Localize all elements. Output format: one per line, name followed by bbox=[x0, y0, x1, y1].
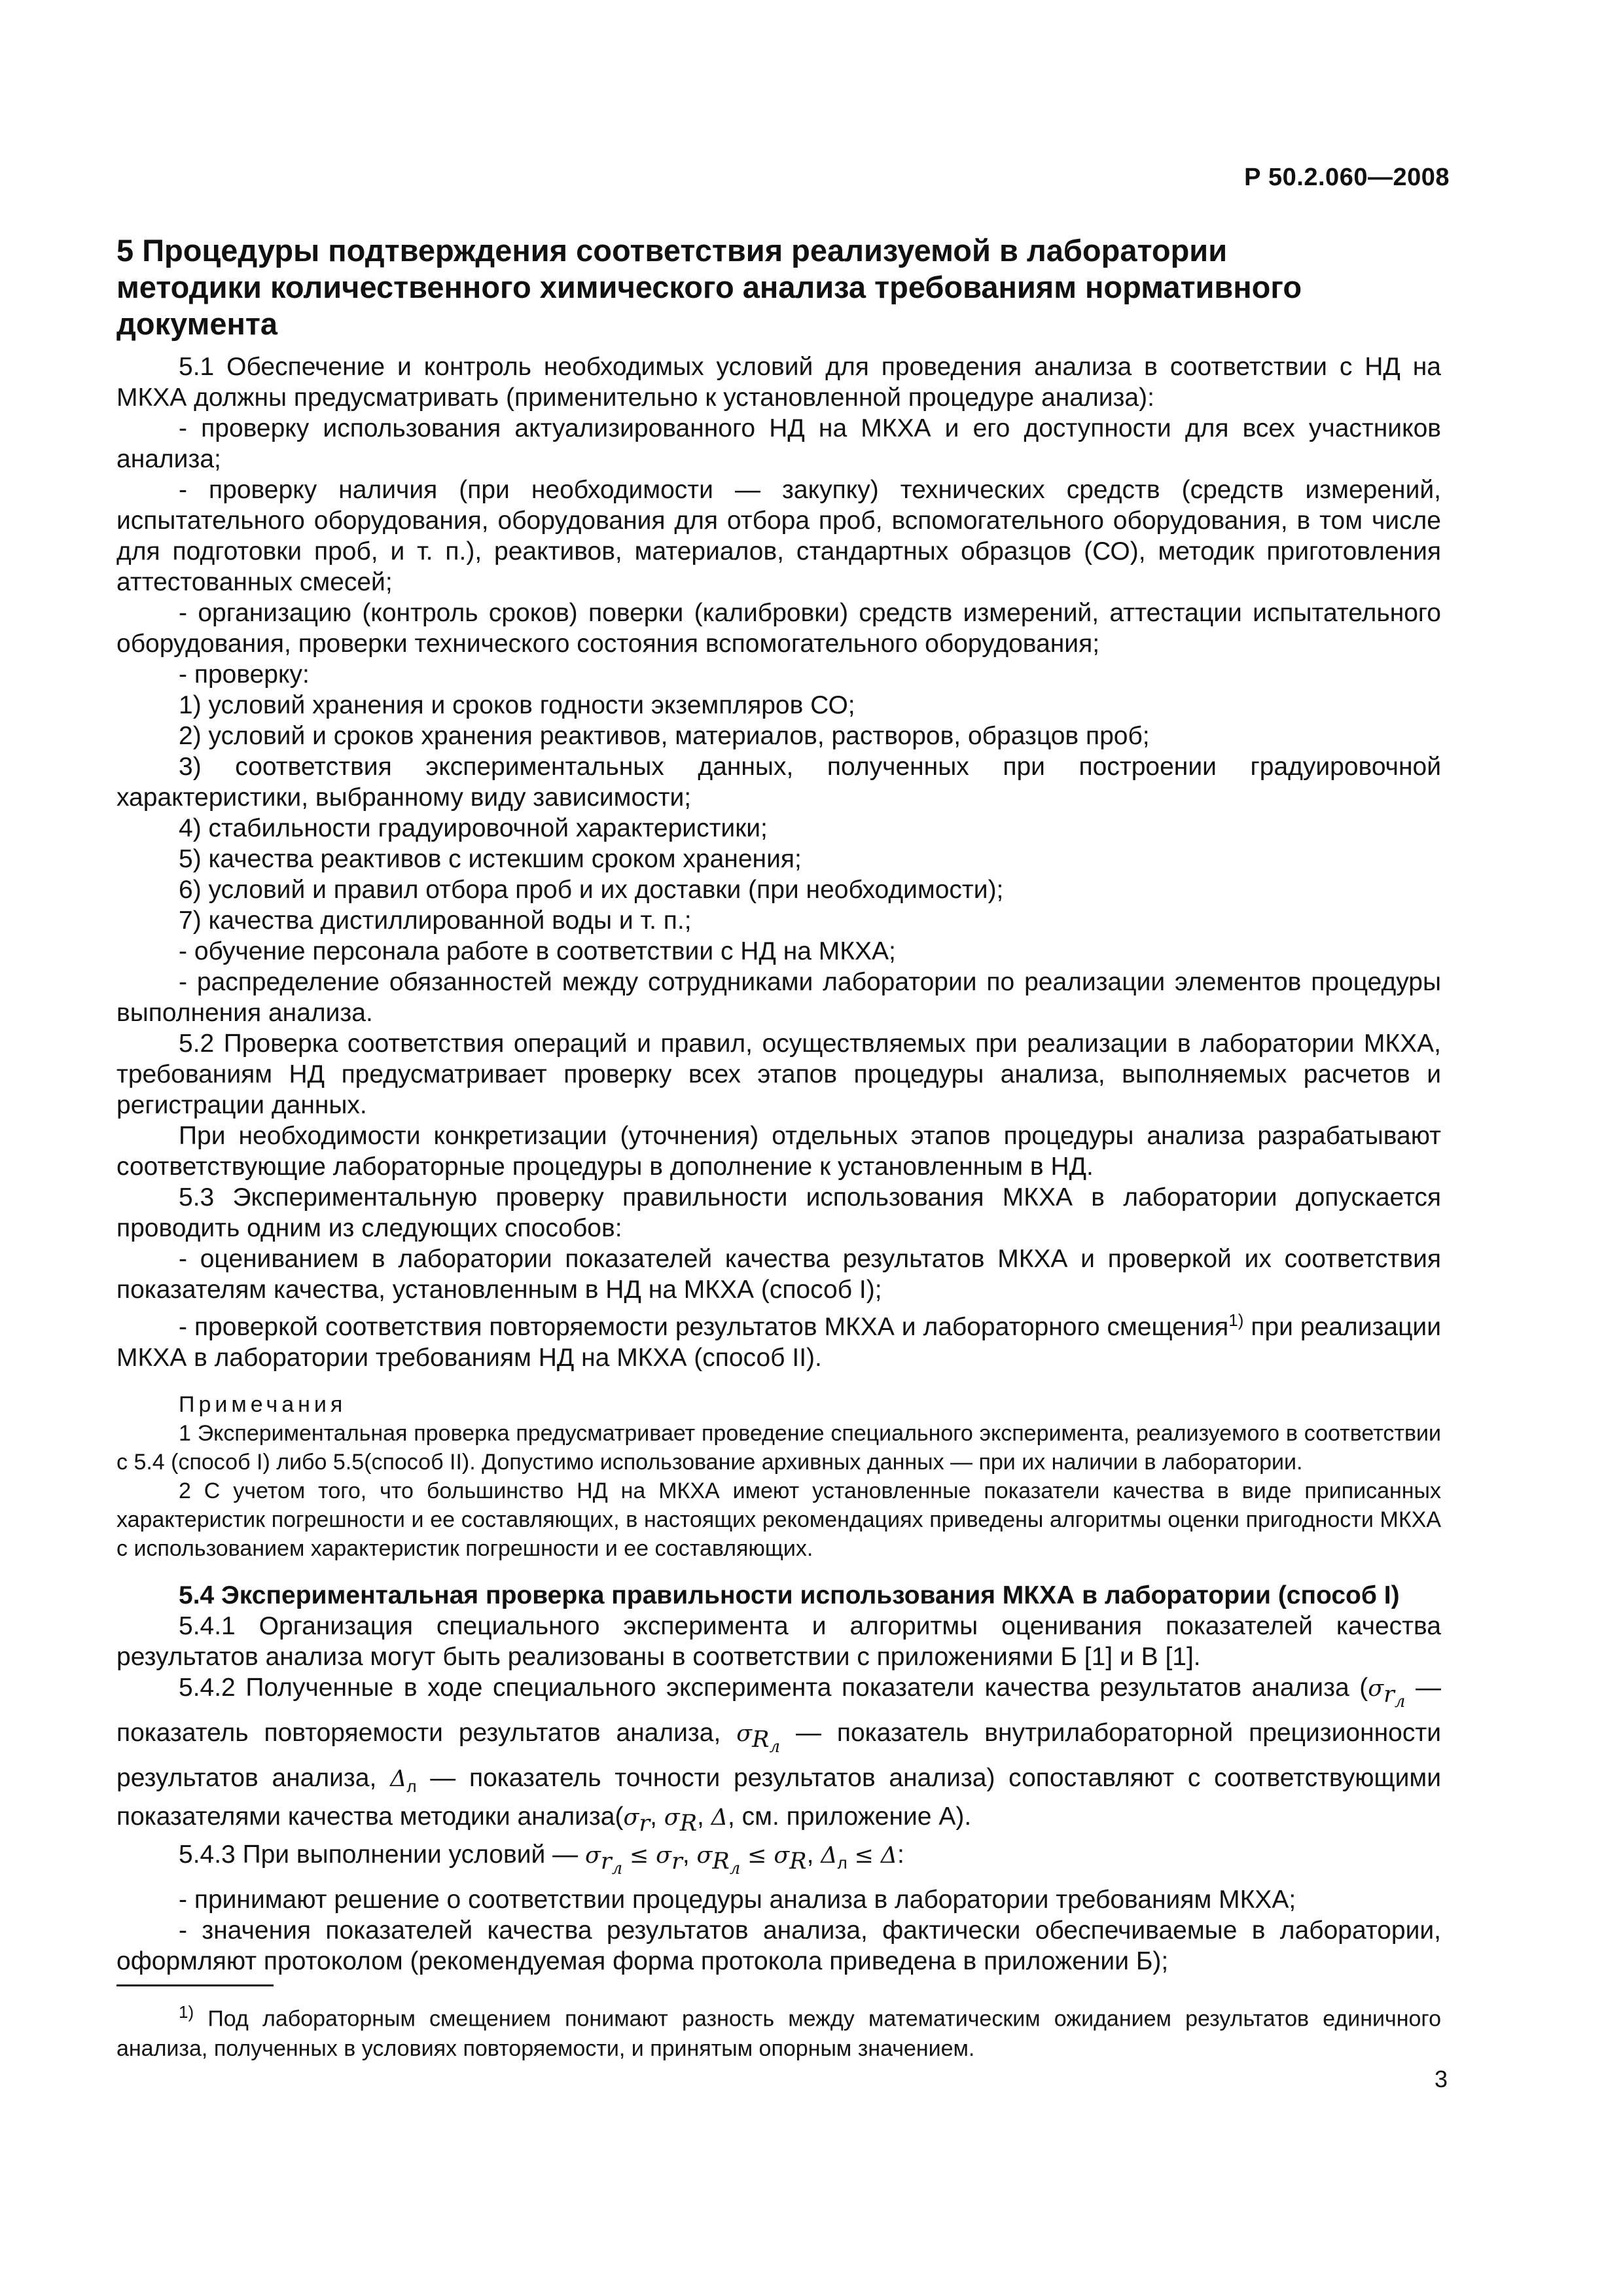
symbol: ≤ bbox=[747, 1842, 767, 1869]
paragraph: При необходимости конкретизации (уточнения) отдельных этапов процедуры анализа разрабатывают соответствующие лабораторные процедуры в дополнение к установленным в НД. bbox=[116, 1122, 1441, 1181]
symbol: л bbox=[769, 1736, 781, 1757]
footnote bbox=[116, 1997, 1441, 2064]
text: — показатель повторяемости результатов анализа, bbox=[116, 1674, 1441, 1747]
notes-heading: Примечания bbox=[179, 1392, 347, 1417]
text: , bbox=[650, 1803, 664, 1831]
list-item: - проверку наличия (при необходимости — закупку) технических средств (средств измерений, испытательного оборудования, оборудования для отбора проб, вспомогательного оборудования, в том числе для подготовки проб, и т. п.), реактивов, материалов, стандартных образцов (СО), методик приготовления аттестованных смесей; bbox=[116, 476, 1441, 596]
symbol: r bbox=[639, 1810, 651, 1837]
list-item: - проверку: bbox=[179, 660, 310, 689]
text: 5.4.3 При выполнении условий — bbox=[179, 1840, 585, 1869]
text: , см. приложение А). bbox=[728, 1803, 972, 1831]
symbol: σ bbox=[1368, 1676, 1384, 1702]
text: : bbox=[897, 1840, 904, 1869]
symbol: л bbox=[406, 1776, 417, 1796]
numbered-item: 3) соответствия экспериментальных данных, полученных при построении градуировочной характеристики, выбранному виду зависимости; bbox=[116, 753, 1441, 812]
list-item: - распределение обязанностей между сотрудниками лаборатории по реализации элементов процедуры выполнения анализа. bbox=[116, 968, 1441, 1027]
symbol: σ bbox=[736, 1720, 753, 1747]
footnote-mark: 1) bbox=[179, 2001, 194, 2022]
numbered-item: 6) условий и правил отбора проб и их доставки (при необходимости); bbox=[179, 876, 1004, 904]
symbol: r bbox=[1383, 1681, 1395, 1708]
symbol: Δ bbox=[821, 1842, 838, 1869]
text: — показатель точности результатов анализа) сопоставляют с соответствующими показателями качества методики анализа( bbox=[116, 1763, 1442, 1831]
list-item: - организацию (контроль сроков) поверки (калибровки) средств измерений, аттестации испытательного оборудования, проверки технического состояния вспомогательного оборудования; bbox=[116, 599, 1441, 658]
footnote-ref: 1) bbox=[1228, 1310, 1244, 1330]
symbol: R bbox=[712, 1848, 730, 1874]
paragraph-5-4-1: 5.4.1 Организация специального эксперимента и алгоритмы оценивания показателей качества результатов анализа могут быть реализованы в соответствии с приложениями Б [1] и В [1]. bbox=[116, 1612, 1441, 1671]
paragraph-5-2: 5.2 Проверка соответствия операций и правил, осуществляемых при реализации в лаборатории МКХА, требованиям НД предусматривает проверку всех этапов процедуры анализа, выполняемых расчетов и регистрации данных. bbox=[116, 1030, 1441, 1119]
symbol: Δ bbox=[390, 1765, 407, 1792]
numbered-item: 5) качества реактивов с истекшим сроком хранения; bbox=[179, 845, 802, 873]
symbol: σ bbox=[623, 1804, 639, 1831]
symbol: R bbox=[679, 1810, 698, 1837]
document-code: Р 50.2.060—2008 bbox=[1244, 164, 1450, 191]
text: при реализации МКХА в лаборатории требованиям НД на МКХА (способ II). bbox=[116, 1313, 1441, 1372]
symbol: r bbox=[671, 1848, 683, 1874]
footnote-divider bbox=[116, 1984, 274, 1986]
note: 1 Экспериментальная проверка предусматривает проведение специального эксперимента, реализуемого в соответствии с 5.4 (способ I) либо 5.5(способ II). Допустимо использование архивных данных — при их наличии в лаборатории. bbox=[116, 1421, 1441, 1475]
symbol-sub bbox=[752, 1726, 781, 1757]
numbered-item: 1) условий хранения и сроков годности экземпляров СО; bbox=[179, 691, 855, 719]
list-item: - оцениванием в лаборатории показателей качества результатов МКХА и проверкой их соответствия показателям качества, установленным в НД на МКХА (способ I); bbox=[116, 1245, 1441, 1304]
symbol: σ bbox=[774, 1842, 790, 1869]
footnote-text: Под лабораторным смещением понимают разность между математическим ожиданием результатов единичного анализа, полученных в условиях повторяемости, и принятым опорным значением. bbox=[116, 2006, 1441, 2062]
symbol: Δ bbox=[880, 1842, 898, 1869]
text: 5.4.2 Полученные в ходе специального эксперимента показатели качества результатов анализа ( bbox=[179, 1674, 1368, 1702]
symbol-sub bbox=[712, 1848, 741, 1878]
title-line: документа bbox=[116, 306, 278, 341]
paragraph-5-4-2 bbox=[116, 1672, 1441, 1839]
symbol: л bbox=[729, 1858, 741, 1878]
numbered-item: 2) условий и сроков хранения реактивов, материалов, растворов, образцов проб; bbox=[179, 722, 1150, 750]
paragraph-5-1: 5.1 Обеспечение и контроль необходимых условий для проведения анализа в соответствии с НД на МКХА должны предусматривать (применительно к установленной процедуре анализа): bbox=[116, 353, 1441, 412]
symbol: r bbox=[600, 1848, 612, 1874]
numbered-item: 7) качества дистиллированной воды и т. п.; bbox=[179, 906, 692, 935]
symbol: Δ bbox=[711, 1804, 728, 1831]
text: , bbox=[697, 1803, 711, 1831]
symbol: л bbox=[837, 1852, 847, 1873]
text: , bbox=[682, 1840, 697, 1869]
symbol-sub bbox=[600, 1848, 623, 1878]
list-item: - значения показателей качества результатов анализа, фактически обеспечиваемые в лаборатории, оформляют протоколом (рекомендуемая форма протокола приведена в приложении Б); bbox=[116, 1916, 1441, 1975]
symbol: R bbox=[789, 1848, 807, 1874]
subsection-title-5-4: 5.4 Экспериментальная проверка правильности использования МКХА в лаборатории (способ I) bbox=[179, 1581, 1400, 1609]
numbered-item: 4) стабильности градуировочной характеристики; bbox=[179, 814, 768, 842]
symbol: л bbox=[1394, 1691, 1406, 1712]
page-body bbox=[116, 232, 1441, 2064]
symbol: R bbox=[752, 1726, 770, 1753]
title-line: методики количественного химического анализа требованиям нормативного bbox=[116, 270, 1302, 304]
paragraph-5-4-3 bbox=[116, 1839, 1441, 1884]
section-title bbox=[116, 232, 1441, 342]
list-item bbox=[116, 1305, 1441, 1373]
symbol-sub bbox=[1383, 1681, 1406, 1712]
text: - проверкой соответствия повторяемости результатов МКХА и лабораторного смещения bbox=[179, 1313, 1229, 1341]
symbol: σ bbox=[656, 1842, 672, 1869]
symbol: σ bbox=[664, 1804, 680, 1831]
list-item: - обучение персонала работе в соответствии с НД на МКХА; bbox=[179, 937, 896, 965]
symbol: σ bbox=[584, 1842, 601, 1869]
note: 2 С учетом того, что большинство НД на МКХА имеют установленные показатели качества в виде приписанных характеристик погрешности и ее составляющих, в настоящих рекомендациях приведены алгоритмы оценки пригодности МКХА с использованием характеристик погрешности и ее составляющих. bbox=[116, 1479, 1441, 1561]
symbol: ≤ bbox=[854, 1842, 874, 1869]
symbol: л bbox=[611, 1858, 623, 1878]
symbol: σ bbox=[696, 1842, 713, 1869]
paragraph-5-3: 5.3 Экспериментальную проверку правильности использования МКХА в лаборатории допускается проводить одним из следующих способов: bbox=[116, 1183, 1441, 1242]
title-line: 5 Процедуры подтверждения соответствия реализуемой в лаборатории bbox=[116, 233, 1228, 268]
text: — показатель внутрилабораторной прецизионности результатов анализа, bbox=[116, 1718, 1441, 1792]
text: , bbox=[806, 1840, 821, 1869]
symbol: ≤ bbox=[630, 1842, 649, 1869]
page-number: 3 bbox=[1434, 2066, 1448, 2092]
list-item: - принимают решение о соответствии процедуры анализа в лаборатории требованиям МКХА; bbox=[179, 1885, 1296, 1914]
list-item: - проверку использования актуализированного НД на МКХА и его доступности для всех участников анализа; bbox=[116, 414, 1441, 473]
